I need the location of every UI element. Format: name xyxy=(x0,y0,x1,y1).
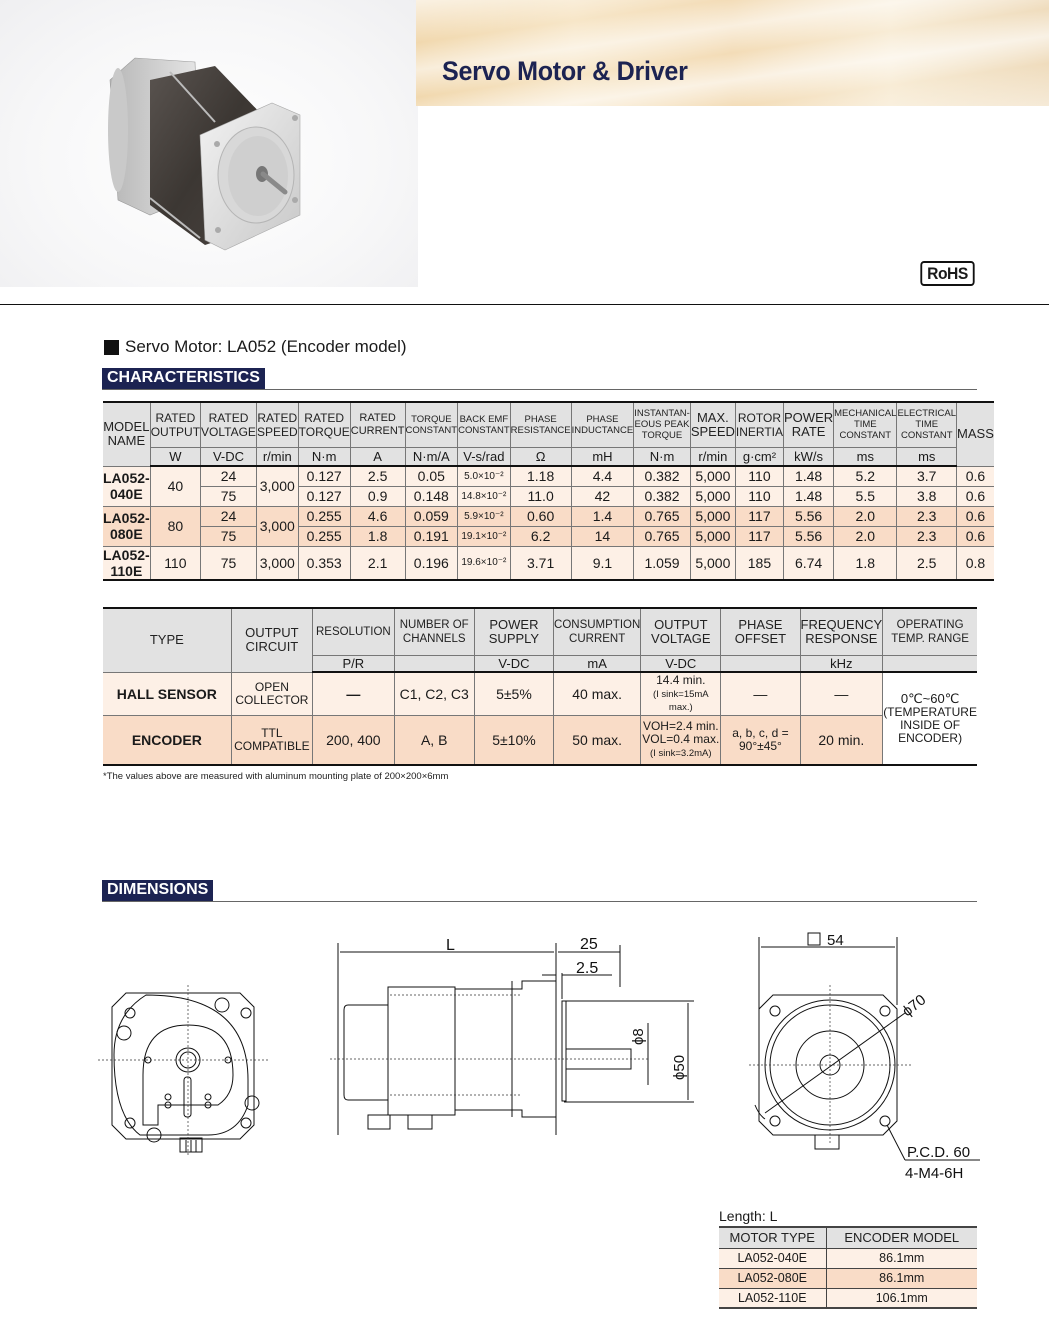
header-number-of-channels xyxy=(394,608,474,655)
header-power-rate xyxy=(784,402,834,447)
table-cell: — xyxy=(800,672,883,715)
table-row xyxy=(719,1248,977,1268)
cell-text-line: RESISTANCE xyxy=(510,424,571,436)
header-phase-resistance xyxy=(510,402,571,447)
cell-text-line: OUTPUT xyxy=(150,424,201,439)
table-cell xyxy=(231,715,313,765)
cell-text-line: TTL xyxy=(261,725,283,740)
table-cell: 1.48 xyxy=(784,466,834,486)
unit-cell xyxy=(721,655,800,672)
table-cell: 3,000 xyxy=(256,546,298,580)
unit-cell: N·m xyxy=(298,447,350,466)
table-cell: 5.0×10⁻² xyxy=(458,466,511,486)
table-cell xyxy=(231,672,313,715)
table-cell: 2.3 xyxy=(897,506,957,526)
header-torque-constant xyxy=(405,402,458,447)
table-cell: 117 xyxy=(735,506,783,526)
header-peak-torque xyxy=(634,402,691,447)
cell-text-line: COMPATIBLE xyxy=(234,738,310,753)
table-cell: 75 xyxy=(201,546,257,580)
square-size-label: 54 xyxy=(827,932,844,949)
table-cell: 2.3 xyxy=(897,526,957,546)
header-output-circuit xyxy=(231,608,313,672)
table-cell: 0.127 xyxy=(298,486,350,506)
cell-text-line: CONSUMPTION xyxy=(554,618,641,631)
cell-text-line: 14.4 min. xyxy=(656,673,706,688)
cell-text-line: TIME xyxy=(915,419,939,431)
unit-cell: V-s/rad xyxy=(458,447,511,466)
table-cell: 14 xyxy=(571,526,634,546)
cell-text-line: MAX. xyxy=(696,409,729,425)
flange-diameter-label: ϕ70 xyxy=(898,991,930,1021)
length-table xyxy=(719,1226,977,1309)
cell-text-line: TORQUE xyxy=(298,424,350,439)
cell-text-line: RATE xyxy=(791,423,826,439)
cell-text-line: VOL=0.4 max. xyxy=(642,732,720,747)
unit-cell: g·cm² xyxy=(735,447,783,466)
characteristics-table xyxy=(103,401,994,581)
length-table-title: Length: L xyxy=(719,1208,778,1224)
model-name-cell: LA052-110E xyxy=(103,546,150,579)
table-cell: — xyxy=(313,672,394,715)
table-cell xyxy=(641,715,721,765)
table-row xyxy=(103,715,977,765)
bullet-square-icon xyxy=(104,340,119,355)
cell-text-line: CONSTANT xyxy=(458,424,510,436)
cell-text-line: NAME xyxy=(107,433,146,449)
table-cell xyxy=(641,672,721,715)
table-cell: 9.1 xyxy=(571,546,634,580)
cell-text-line: CONSTANT xyxy=(405,424,458,436)
table-cell: 5,000 xyxy=(690,486,735,506)
header-phase-offset xyxy=(721,608,800,655)
shaft-diameter-label: ϕ8 xyxy=(630,1028,647,1045)
cell-text-line: SPEED xyxy=(256,424,298,439)
cell-text-line: POWER xyxy=(784,409,834,425)
table-cell: 0.765 xyxy=(634,506,691,526)
table-cell: 40 xyxy=(150,466,200,506)
unit-cell: mH xyxy=(571,447,634,466)
table-cell: 106.1mm xyxy=(826,1288,977,1308)
table-cell: 14.8×10⁻² xyxy=(458,486,511,506)
cell-text-line: TIME xyxy=(853,419,877,431)
table-cell: 19.1×10⁻² xyxy=(458,526,511,546)
table-cell: 0.191 xyxy=(405,526,458,546)
servo-motor-illustration xyxy=(0,0,418,287)
cell-text-line: OUTPUT xyxy=(654,616,708,632)
table-cell: 5,000 xyxy=(690,526,735,546)
table-cell: 5.2 xyxy=(834,466,897,486)
cell-text-line: MECHANICAL xyxy=(834,408,897,420)
table-cell: 0.353 xyxy=(298,546,350,580)
table-cell: 11.0 xyxy=(510,486,571,506)
unit-cell: Ω xyxy=(510,447,571,466)
table-row xyxy=(103,526,994,546)
cell-text-line: OUTPUT xyxy=(245,625,299,641)
table-cell: 24 xyxy=(201,506,257,526)
table-cell: 50 max. xyxy=(554,715,641,765)
pilot-diameter-label: ϕ50 xyxy=(671,1054,688,1080)
table-header-row xyxy=(103,402,994,447)
table-cell: 0.059 xyxy=(405,506,458,526)
cell-text-line: MODEL xyxy=(103,419,150,435)
cell-text-line: VOLTAGE xyxy=(651,630,711,646)
cell-text-line: OFFSET xyxy=(734,630,787,646)
unit-cell: ms xyxy=(834,447,897,466)
cell-text-line: ROTOR xyxy=(737,410,782,425)
temp-range-cell xyxy=(883,672,977,765)
table-cell: 86.1mm xyxy=(826,1248,977,1268)
table-cell: C1, C2, C3 xyxy=(394,672,474,715)
table-cell: 5.56 xyxy=(784,526,834,546)
unit-cell: V-DC xyxy=(641,655,721,672)
cell-text-line: ENCODER) xyxy=(898,731,963,745)
cell-text-line: SPEED xyxy=(690,423,735,439)
model-name-cell: LA052-080E xyxy=(103,506,150,546)
table-cell: 0.60 xyxy=(510,506,571,526)
table-cell: — xyxy=(721,672,800,715)
table-row xyxy=(719,1288,977,1308)
table-cell: 40 max. xyxy=(554,672,641,715)
cell-text-line: ELECTRICAL xyxy=(897,408,957,420)
dimensions-label: DIMENSIONS xyxy=(102,880,213,901)
cell-text-line: (TEMPERATURE xyxy=(883,705,977,719)
rohs-badge: RoHS xyxy=(920,261,974,286)
cell-text-line: RATED xyxy=(257,410,298,425)
table-cell: 110 xyxy=(735,466,783,486)
unit-cell: mA xyxy=(554,655,641,672)
cell-text-line: CONSTANT xyxy=(839,430,892,442)
cell-text-line: RATED xyxy=(359,411,396,424)
cell-text-line: RATED xyxy=(304,410,345,425)
cell-text-line: CURRENT xyxy=(350,424,405,437)
table-cell: 2.0 xyxy=(834,506,897,526)
cell-text-line: TORQUE xyxy=(641,430,683,442)
header-max-speed xyxy=(690,402,735,447)
cell-text-line: a, b, c, d = xyxy=(732,725,789,740)
table-cell: LA052-040E xyxy=(719,1248,826,1268)
table-cell: 0.255 xyxy=(298,506,350,526)
table-cell: 86.1mm xyxy=(826,1268,977,1288)
table-cell: 1.18 xyxy=(510,466,571,486)
table-row xyxy=(719,1268,977,1288)
unit-cell: r/min xyxy=(256,447,298,466)
table-cell: 1.4 xyxy=(571,506,634,526)
table-cell: 5,000 xyxy=(690,546,735,580)
header-divider xyxy=(0,304,1049,305)
table-cell: 200, 400 xyxy=(313,715,394,765)
table-cell: 2.5 xyxy=(350,466,405,486)
table-cell: 110 xyxy=(735,486,783,506)
table-cell: 0.9 xyxy=(350,486,405,506)
header-rated-output xyxy=(150,402,200,447)
side-view-drawing xyxy=(330,935,700,1135)
characteristics-section-header xyxy=(102,368,977,390)
table-cell: 117 xyxy=(735,526,783,546)
table-cell: 5,000 xyxy=(690,506,735,526)
table-row xyxy=(103,672,977,715)
header-output-voltage xyxy=(641,608,721,655)
table-cell: 0.6 xyxy=(957,506,994,526)
table-cell: A, B xyxy=(394,715,474,765)
table-cell: 1.059 xyxy=(634,546,691,580)
unit-cell: N·m/A xyxy=(405,447,458,466)
table-cell xyxy=(721,715,800,765)
header-back-emf-constant xyxy=(458,402,511,447)
header-resolution: RESOLUTION xyxy=(313,608,394,655)
header-rotor-inertia xyxy=(735,402,783,447)
unit-cell xyxy=(394,655,474,672)
mounting-holes-label: 4-M4-6H xyxy=(905,1165,964,1182)
cell-text-line: CONSTANT xyxy=(900,430,953,442)
product-subtitle xyxy=(104,337,407,357)
table-cell: 5±10% xyxy=(474,715,553,765)
table-cell: 2.0 xyxy=(834,526,897,546)
cell-text-line: RATED xyxy=(155,410,196,425)
cell-text-line: NUMBER OF xyxy=(399,618,469,631)
header-electrical-time-constant xyxy=(897,402,957,447)
title-banner xyxy=(416,0,1049,106)
table-cell: 3.71 xyxy=(510,546,571,580)
table-cell: 0.382 xyxy=(634,466,691,486)
unit-cell: V-DC xyxy=(474,655,553,672)
table-cell: 5.9×10⁻² xyxy=(458,506,511,526)
cell-text-line: CURRENT xyxy=(569,632,626,645)
shaft-length-label: 25 xyxy=(580,936,598,953)
table-cell: 5.5 xyxy=(834,486,897,506)
table-cell: 1.8 xyxy=(350,526,405,546)
units-row xyxy=(103,447,994,466)
cell-text-line: INERTIA xyxy=(735,424,784,439)
table-cell: 19.6×10⁻² xyxy=(458,546,511,580)
table-cell: 0.6 xyxy=(957,526,994,546)
page-title: Servo Motor & Driver xyxy=(442,56,688,86)
table-cell: 0.05 xyxy=(405,466,458,486)
table-cell: 2.1 xyxy=(350,546,405,580)
table-cell: 0.6 xyxy=(957,486,994,506)
table-cell: 0.148 xyxy=(405,486,458,506)
unit-cell: kHz xyxy=(800,655,883,672)
table-cell: 0.196 xyxy=(405,546,458,580)
cell-text-line: TORQUE xyxy=(411,413,452,425)
rear-view-drawing xyxy=(98,985,268,1160)
unit-cell xyxy=(883,655,977,672)
table-row xyxy=(103,546,994,580)
subtitle-text: Servo Motor: LA052 (Encoder model) xyxy=(125,337,407,356)
cell-text-line: POWER xyxy=(489,616,539,632)
front-view-drawing xyxy=(735,925,985,1185)
dimensions-section-header xyxy=(102,880,977,902)
cell-text-line: VOLTAGE xyxy=(201,424,256,439)
table-cell: 75 xyxy=(201,486,257,506)
table-row xyxy=(103,506,994,526)
cell-text-line: 90°±45° xyxy=(738,738,782,753)
table-cell: 0.765 xyxy=(634,526,691,546)
header-consumption-current xyxy=(554,608,641,655)
table-cell: 2.5 xyxy=(897,546,957,580)
unit-cell: P/R xyxy=(313,655,394,672)
cell-text-line: (I sink=3.2mA) xyxy=(650,748,712,760)
cell-text-line: PHASE xyxy=(586,413,619,425)
table-cell: 185 xyxy=(735,546,783,580)
cell-text-line: INSIDE OF xyxy=(900,718,961,732)
pilot-length-label: 2.5 xyxy=(576,960,599,977)
cell-text-line: TEMP. RANGE xyxy=(891,632,969,645)
cell-text-line: OPERATING xyxy=(896,618,964,631)
product-photo xyxy=(0,0,418,287)
measurement-note: *The values above are measured with aluminum mounting plate of 200×200×6mm xyxy=(103,771,449,782)
table-row xyxy=(103,466,994,486)
cell-text-line: RESPONSE xyxy=(805,630,878,646)
table-cell: 0.255 xyxy=(298,526,350,546)
cell-text-line: CHANNELS xyxy=(402,632,466,645)
table-cell: 3.7 xyxy=(897,466,957,486)
cell-text-line: FREQUENCY xyxy=(800,616,883,632)
header-motor-type: MOTOR TYPE xyxy=(719,1227,826,1248)
header-mass: MASS xyxy=(957,402,994,466)
table-cell: 75 xyxy=(201,526,257,546)
table-cell: 3.8 xyxy=(897,486,957,506)
table-cell: 0.6 xyxy=(957,466,994,486)
table-header-row xyxy=(103,608,977,655)
unit-cell: V-DC xyxy=(201,447,257,466)
model-name-cell: LA052-040E xyxy=(103,466,150,506)
sensor-encoder-table xyxy=(103,607,977,766)
unit-cell: kW/s xyxy=(784,447,834,466)
table-cell: 4.6 xyxy=(350,506,405,526)
table-cell: 1.48 xyxy=(784,486,834,506)
header-operating-temp xyxy=(883,608,977,655)
cell-text-line: VOH=2.4 min. xyxy=(642,719,719,734)
table-cell: 24 xyxy=(201,466,257,486)
table-cell: 80 xyxy=(150,506,200,546)
table-cell: 0.382 xyxy=(634,486,691,506)
length-L-label: L xyxy=(446,937,455,954)
table-cell: 20 min. xyxy=(800,715,883,765)
cell-text-line: BACK EMF xyxy=(459,413,509,425)
cell-text-line: RATED xyxy=(208,410,249,425)
unit-cell: A xyxy=(350,447,405,466)
cell-text-line: 0℃~60℃ xyxy=(900,691,960,706)
cell-text-line: PHASE xyxy=(524,413,557,425)
header-rated-voltage xyxy=(201,402,257,447)
unit-cell: N·m xyxy=(634,447,691,466)
header-rated-current xyxy=(350,402,405,447)
header-power-supply xyxy=(474,608,553,655)
table-cell: 4.4 xyxy=(571,466,634,486)
header-model-name xyxy=(103,402,150,466)
cell-text-line: EOUS PEAK xyxy=(634,419,690,431)
unit-cell: r/min xyxy=(690,447,735,466)
type-cell: ENCODER xyxy=(103,715,231,765)
cell-text-line: INSTANTAN- xyxy=(634,408,690,420)
table-cell: 6.74 xyxy=(784,546,834,580)
type-cell: HALL SENSOR xyxy=(103,672,231,715)
header-phase-inductance xyxy=(571,402,634,447)
characteristics-label: CHARACTERISTICS xyxy=(102,368,265,389)
header-encoder-model: ENCODER MODEL xyxy=(826,1227,977,1248)
table-cell: 0.127 xyxy=(298,466,350,486)
cell-text-line: OPEN xyxy=(254,679,289,694)
table-header-row xyxy=(719,1227,977,1248)
table-cell: LA052-110E xyxy=(719,1288,826,1308)
header-rated-torque xyxy=(298,402,350,447)
table-cell: 1.8 xyxy=(834,546,897,580)
table-row xyxy=(103,486,994,506)
unit-cell: ms xyxy=(897,447,957,466)
cell-text-line: SUPPLY xyxy=(488,630,540,646)
table-cell: 6.2 xyxy=(510,526,571,546)
cell-text-line: PHASE xyxy=(738,616,783,632)
table-cell: 3,000 xyxy=(256,466,298,506)
cell-text-line: (I sink=15mA max.) xyxy=(652,689,709,714)
header-mechanical-time-constant xyxy=(834,402,897,447)
table-cell: 5±5% xyxy=(474,672,553,715)
table-cell: LA052-080E xyxy=(719,1268,826,1288)
unit-cell: W xyxy=(150,447,200,466)
header-type: TYPE xyxy=(103,608,231,672)
table-cell: 5,000 xyxy=(690,466,735,486)
table-cell: 3,000 xyxy=(256,506,298,546)
header-rated-speed xyxy=(256,402,298,447)
table-cell: 5.56 xyxy=(784,506,834,526)
table-cell: 0.8 xyxy=(957,546,994,580)
pcd-label: P.C.D. 60 xyxy=(907,1144,971,1161)
table-cell: 110 xyxy=(150,546,200,580)
header-frequency-response xyxy=(800,608,883,655)
cell-text-line: COLLECTOR xyxy=(235,692,309,707)
table-cell: 42 xyxy=(571,486,634,506)
cell-text-line: INDUCTANCE xyxy=(571,424,634,436)
cell-text-line: CIRCUIT xyxy=(245,639,299,655)
